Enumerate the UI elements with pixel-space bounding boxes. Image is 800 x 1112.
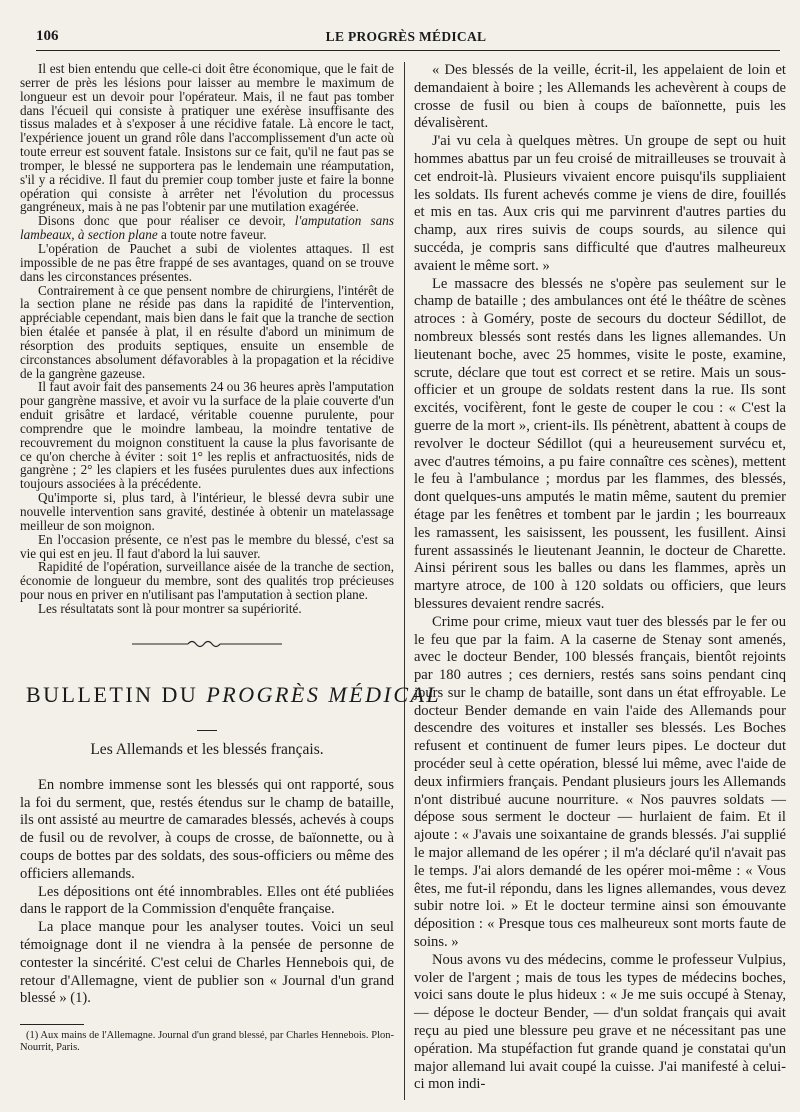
paragraph: En l'occasion présente, ce n'est pas le membre du blessé, c'est sa vie qui est en jeu. Il faut d'abord la lui sauver. <box>20 531 394 561</box>
right-column <box>414 62 786 1094</box>
header-rule <box>36 50 780 51</box>
paragraph: Les dépositions ont été innombrables. Elles ont été publiées dans le rapport de la Commission d'enquête française. <box>20 883 394 918</box>
paragraph: L'opération de Pauchet a subi de violentes attaques. Il est impossible de ne pas être frappé de ses avantages, quand on se trouve dans les circonstances présentes. <box>20 240 394 284</box>
ornamental-separator <box>20 616 394 672</box>
paragraph: Crime pour crime, mieux vaut tuer des blessés par le fer ou le feu que par la faim. A la caserne de Stenay sont amenés, avec le docteur Bender, 100 blessés français, bientôt rejoints par 180 autres ; ces derniers, restés sans soins pendant cinq jours sur le champ de bataille, sont dans un état effroyable. Le docteur Bender demande en vain l'aide des Allemands pour descendre des voitures et installer ses blessés. Les Boches refusent et continuent de fumer leurs pipes. Le docteur dut procéder seul à cette opération, blessé lui même, avec l'aide de deux infirmiers français. Pendant plusieurs jours les Allemands n'ont distribué aucune nourriture. « Nos pauvres soldats — dépose sous serment le docteur — hurlaient de faim. Et il ajoute : « J'avais une soixantaine de grands blessés. J'ai supplié le major allemand de les opérer ; il m'a déclaré qu'il n'avait pas le temps. J'ai alors demandé de les opérer moi-même : « Vous êtes, me fut-il répondu, dans les lignes allemandes, vous devez subir notre loi. » Et le docteur termine ainsi son émouvante déposition : « Presque tous ces malheureux sont morts faute de soins. » <box>414 613 786 951</box>
page-number: 106 <box>36 28 59 44</box>
paragraph: En nombre immense sont les blessés qui ont rapporté, sous la foi du serment, que, restés étendus sur le champ de bataille, ils ont assisté au meurtre de camarades blessés, achevés à coups de fusil ou de revolver, à coups de crosse, de baïonnette, ou à coups de bottes par des soldats, des sous-officiers ou même des officiers allemands. <box>20 776 394 882</box>
bulletin-heading: BULLETIN DU PROGRÈS MÉDICAL <box>26 681 442 707</box>
heading-dash <box>197 730 217 731</box>
column-divider <box>404 62 405 1100</box>
left-column <box>20 61 442 1054</box>
paragraph: Les résultatats sont là pour montrer sa supériorité. <box>38 600 302 616</box>
paragraph: La place manque pour les analyser toutes. Voici un seul témoignage dont il ne viendra à la pensée de personne de contester la sincérité. C'est celui de Charles Hennebois qui, de retour d'Allemagne, vient de publier son « Journal d'un grand blessé » (1). <box>20 919 394 1007</box>
paragraph: J'ai vu cela à quelques mètres. Un groupe de sept ou huit hommes abattus par un feu croisé de mitrailleuses se trouvait à cet endroit-là. Plusieurs vivaient encore puisqu'ils suppliaient les soldats. Ils furent achevés comme je viens de dire, fouillés et mis en tas. Aux cris qui me parvinrent d'autres parties du champ, aux rires suivis de coups sourds, au silence qui succéda, je compris sans difficulté que d'autres malheureux avaient le même sort. » <box>414 133 786 274</box>
paragraph: Disons donc que pour réaliser ce devoir, l'amputation sans lambeaux, à section plane a toute notre faveur. <box>20 213 394 243</box>
journal-title: LE PROGRÈS MÉDICAL <box>325 29 487 44</box>
paragraph: Le massacre des blessés ne s'opère pas seulement sur le champ de bataille ; des ambulances ont été le théâtre de scènes atroces : à Goméry, poste de secours du docteur Sédillot, de nombreux blessés sont restés dans les lignes allemandes. Un lieutenant boche, avec 25 hommes, visite le poste, examine, scrute, déclare que tout est correct et se retire. Mais un sous-officier et un groupe de soldats restent dans la rue. Ils sont excités, vocifèrent, font le geste de couper le cou : « C'est la guerre de la mort », crient-ils. Ils pénètrent, abattent à coups de revolver le docteur Sédillot (qui a heureusement survécu et, avec d'autres témoins, a pu faire connaître ces scènes), mettent le feu à l'ambulance ; mordus par les flammes, des blessés, dont quelques-uns amputés le matin même, sautent du premier étage par les fenêtres et tombent par le jardin ; les bourreaux les ramassent, les saisissent, les poussent, les fusillent. Ainsi furent assassinés le lieutenant Jeannin, le docteur de Charette. Ainsi périrent sous les balles ou dans les flammes, après un martyre atroce, de 100 à 120 soldats ou officiers, que leurs blessures devaient rendre sacrés. <box>414 275 786 612</box>
ornament-icon <box>132 638 282 650</box>
paragraph: Contrairement à ce que pensent nombre de chirurgiens, l'intérêt de la section plane ne réside pas dans la rapidité de l'intervention, appréciable cependant, mais bien dans le fait que la tranche de section bien étalée et pansée à plat, il en résulte d'abord un minimum de résorption des produits septiques, ensuite un ensemble de circonstances absolument défavorables à la propagation et la récidive de la gangrène gazeuse. <box>20 282 394 381</box>
paragraph: Il est bien entendu que celle-ci doit être économique, que le fait de serrer de près les lésions pour laisser au membre le maximum de longueur est un devoir pour l'opérateur. Mais, il ne faut pas tomber dans l'écueil qui consiste à pratiquer une exérèse insuffisante des tissus malades et à s'exposer à une récidive fatale. Là encore le tact, l'expérience jouent un grand rôle dans l'accomplissement d'un acte où toute erreur est souvent fatale. Insistons sur ce fait, qu'il ne faut pas se tromper, le blessé ne supportera pas le lendemain une réamputation, s'il y a récidive. Il faut du premier coup tomber juste et faire la bonne opération qui consiste à arrêter net l'évolution du processus gangréneux, mais à ne pas l'obtenir par une mutilation exagérée. <box>20 61 394 215</box>
article-title: Les Allemands et les blessés français. <box>90 740 324 758</box>
paragraph: « Des blessés de la veille, écrit-il, les appelaient de loin et demandaient à boire ; les Allemands les achevèrent à coups de crosse de fusil ou bien à coups de baïonnette, puis les dévalisèrent. <box>414 62 786 132</box>
footnote: (1) Aux mains de l'Allemagne. Journal d'un grand blessé, par Charles Hennebois. Plon-Nourrit, Paris. <box>20 1030 394 1054</box>
paragraph: Qu'importe si, plus tard, à l'intérieur, le blessé devra subir une nouvelle intervention sans gravité, destinée à obtenir un matelassage meilleur de son moignon. <box>20 490 394 533</box>
emphasis-text: l'amputation sans lambeaux, à section plane <box>20 213 394 243</box>
page-header <box>36 28 776 48</box>
paragraph: Nous avons vu des médecins, comme le professeur Vulpius, voler de l'argent ; mais de tous les types de médecins boches, voici sans doute le plus hideux : « Je me suis occupé à Stenay, — dépose le docteur Bender, — d'un soldat français qui avait reçu au pied une blessure peu grave et ne nécessitant pas une opération. Ma stupéfaction fut grande quand je constatai qu'un major allemand lui avait coupé la cuisse. J'ai manifesté à celui-ci mon indi- <box>414 951 786 1093</box>
footnote-rule <box>20 1024 84 1025</box>
paragraph: Rapidité de l'opération, surveillance aisée de la tranche de section, économie de longueur du membre, sont des qualités trop précieuses pour nous en priver en n'utilisant pas l'amputation à section plane. <box>20 559 394 603</box>
paragraph: Il faut avoir fait des pansements 24 ou 36 heures après l'amputation pour gangrène massive, et avoir vu la surface de la plaie couverte d'un enduit grisâtre et lardacé, véritable couenne purulente, pour comprendre que le moindre lambeau, la moindre tentative de recouvrement du moignon constituent la cause la plus favorisante de ce qu'on cherche à éviter : soit 1° les replis et anfractuosités, nids de gangrène ; 2° les clapiers et les fusées purulentes dues aux infections toujours associées à la précédente. <box>20 379 394 492</box>
